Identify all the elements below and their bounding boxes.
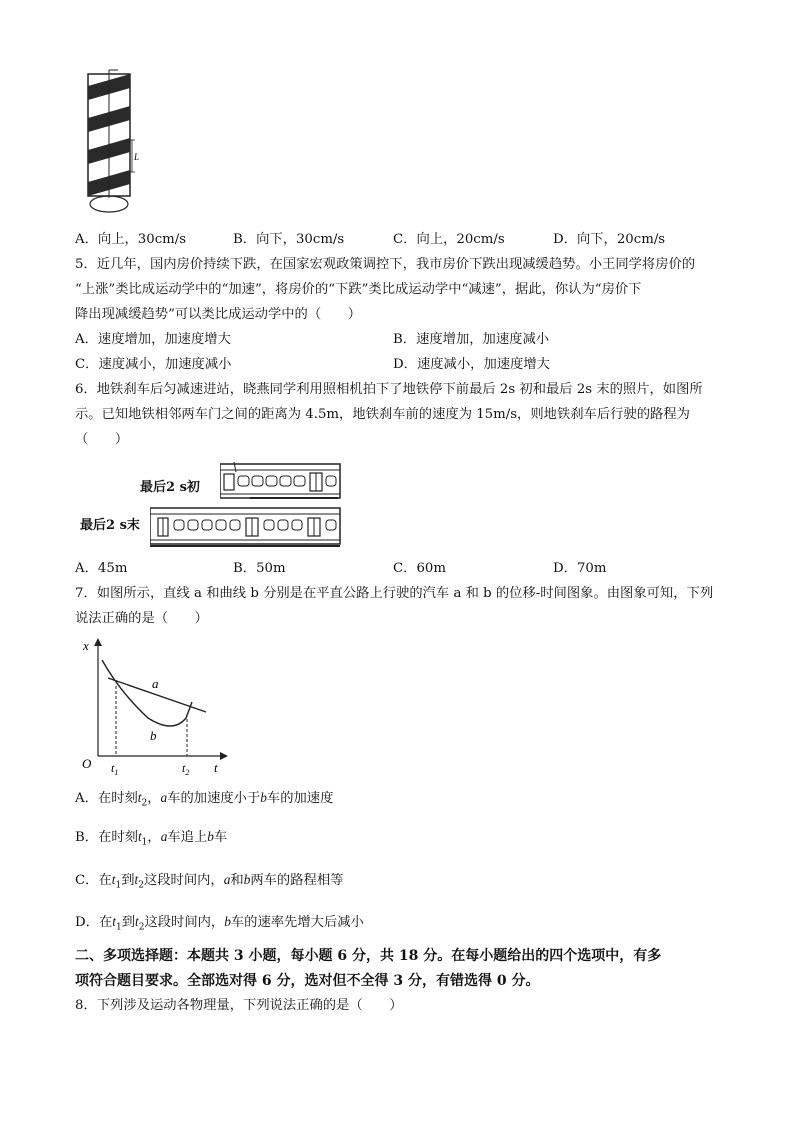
- q4-option-a[interactable]: A．向上，30cm/s: [75, 232, 187, 247]
- q5-option-b[interactable]: B．速度增加，加速度减小: [393, 332, 550, 347]
- q6-stem-line-2: 示。已知地铁相邻两车门之间的距离为 4.5m，地铁刹车前的速度为 15m/s，则地铁刹车后行驶的路程为: [75, 407, 690, 422]
- axis-label-x: x: [83, 638, 89, 653]
- q7-option-c[interactable]: C．在$t_1$到$t_2$这段时间内，a和b两车的路程相等: [75, 872, 344, 891]
- section2-heading-line-1: 二、多项选择题：本题共 3 小题，每小题 6 分，共 18 分。在每小题给出的四个选项中，有多: [75, 948, 662, 964]
- q6-option-b[interactable]: B．50m: [233, 561, 286, 576]
- axis-label-t: t: [214, 760, 218, 775]
- photo-label-last: 最后2 s末: [80, 518, 140, 533]
- q5-stem-line-1: 5．近几年，国内房价持续下跌，在国家宏观政策调控下，我市房价下跌出现减缓趋势。小王同学将房价的: [75, 257, 696, 272]
- t1-label: t: [111, 761, 115, 775]
- xt-graph: [78, 634, 228, 776]
- q6-option-c[interactable]: C．60m: [393, 561, 446, 576]
- section2-heading-line-2: 项符合题目要求。全部选对得 6 分，选对但不全得 3 分，有错选得 0 分。: [75, 973, 540, 989]
- q5-option-a[interactable]: A．速度增加，加速度增大: [75, 332, 231, 347]
- q5-option-d[interactable]: D．速度减小，加速度增大: [393, 357, 550, 372]
- q7-option-d[interactable]: D．在$t_1$到$t_2$这段时间内，b车的速率先增大后减小: [75, 914, 364, 933]
- q5-stem-line-2: “上涨”类比成运动学中的“加速”，将房价的“下跌”类比成运动学中“减速”，据此，你认为“房价下: [75, 282, 642, 297]
- t2-sub: 2: [185, 768, 190, 776]
- striped-pole-figure: [80, 68, 140, 220]
- origin-label: O: [82, 756, 92, 771]
- q4-option-d[interactable]: D．向下，20cm/s: [553, 232, 666, 247]
- q5-stem-line-3: 降出现减缓趋势”可以类比成运动学中的（ ）: [75, 307, 362, 322]
- photo-label-first: 最后2 s初: [140, 480, 200, 495]
- svg-text:t1: [111, 761, 118, 776]
- pole-length-label: L: [134, 152, 140, 162]
- line-a-label: a: [152, 676, 159, 691]
- q6-stem-line-1: 6．地铁刹车后匀减速进站，晓燕同学利用照相机拍下了地铁停下前最后 2s 初和最后 2s 末的照片，如图所: [75, 382, 703, 397]
- t1-sub: 1: [114, 768, 119, 776]
- q7-option-b[interactable]: B．在时刻$t_1$，a车追上b车: [75, 829, 228, 848]
- svg-text:t2: [182, 761, 189, 776]
- q7-stem-line-2: 说法正确的是（ ）: [75, 611, 208, 626]
- q7-option-a[interactable]: A．在时刻$t_2$，a车的加速度小于b车的加速度: [75, 790, 334, 809]
- q6-stem-line-3: （ ）: [75, 432, 129, 447]
- subway-photo-last: [150, 506, 342, 550]
- q6-option-a[interactable]: A．45m: [75, 561, 128, 576]
- t2-label: t: [182, 761, 186, 775]
- subway-photo-first: [220, 462, 342, 502]
- curve-b-label: b: [150, 728, 157, 743]
- q4-option-b[interactable]: B．向下，30cm/s: [233, 232, 345, 247]
- q7-stem-line-1: 7．如图所示，直线 a 和曲线 b 分别是在平直公路上行驶的汽车 a 和 b 的位移-时间图象。由图象可知，下列: [75, 586, 714, 601]
- q6-option-d[interactable]: D．70m: [553, 561, 607, 576]
- q4-option-c[interactable]: C．向上，20cm/s: [393, 232, 505, 247]
- q5-option-c[interactable]: C．速度减小，加速度减小: [75, 357, 232, 372]
- q8-stem: 8．下列涉及运动各物理量，下列说法正确的是（ ）: [75, 998, 403, 1013]
